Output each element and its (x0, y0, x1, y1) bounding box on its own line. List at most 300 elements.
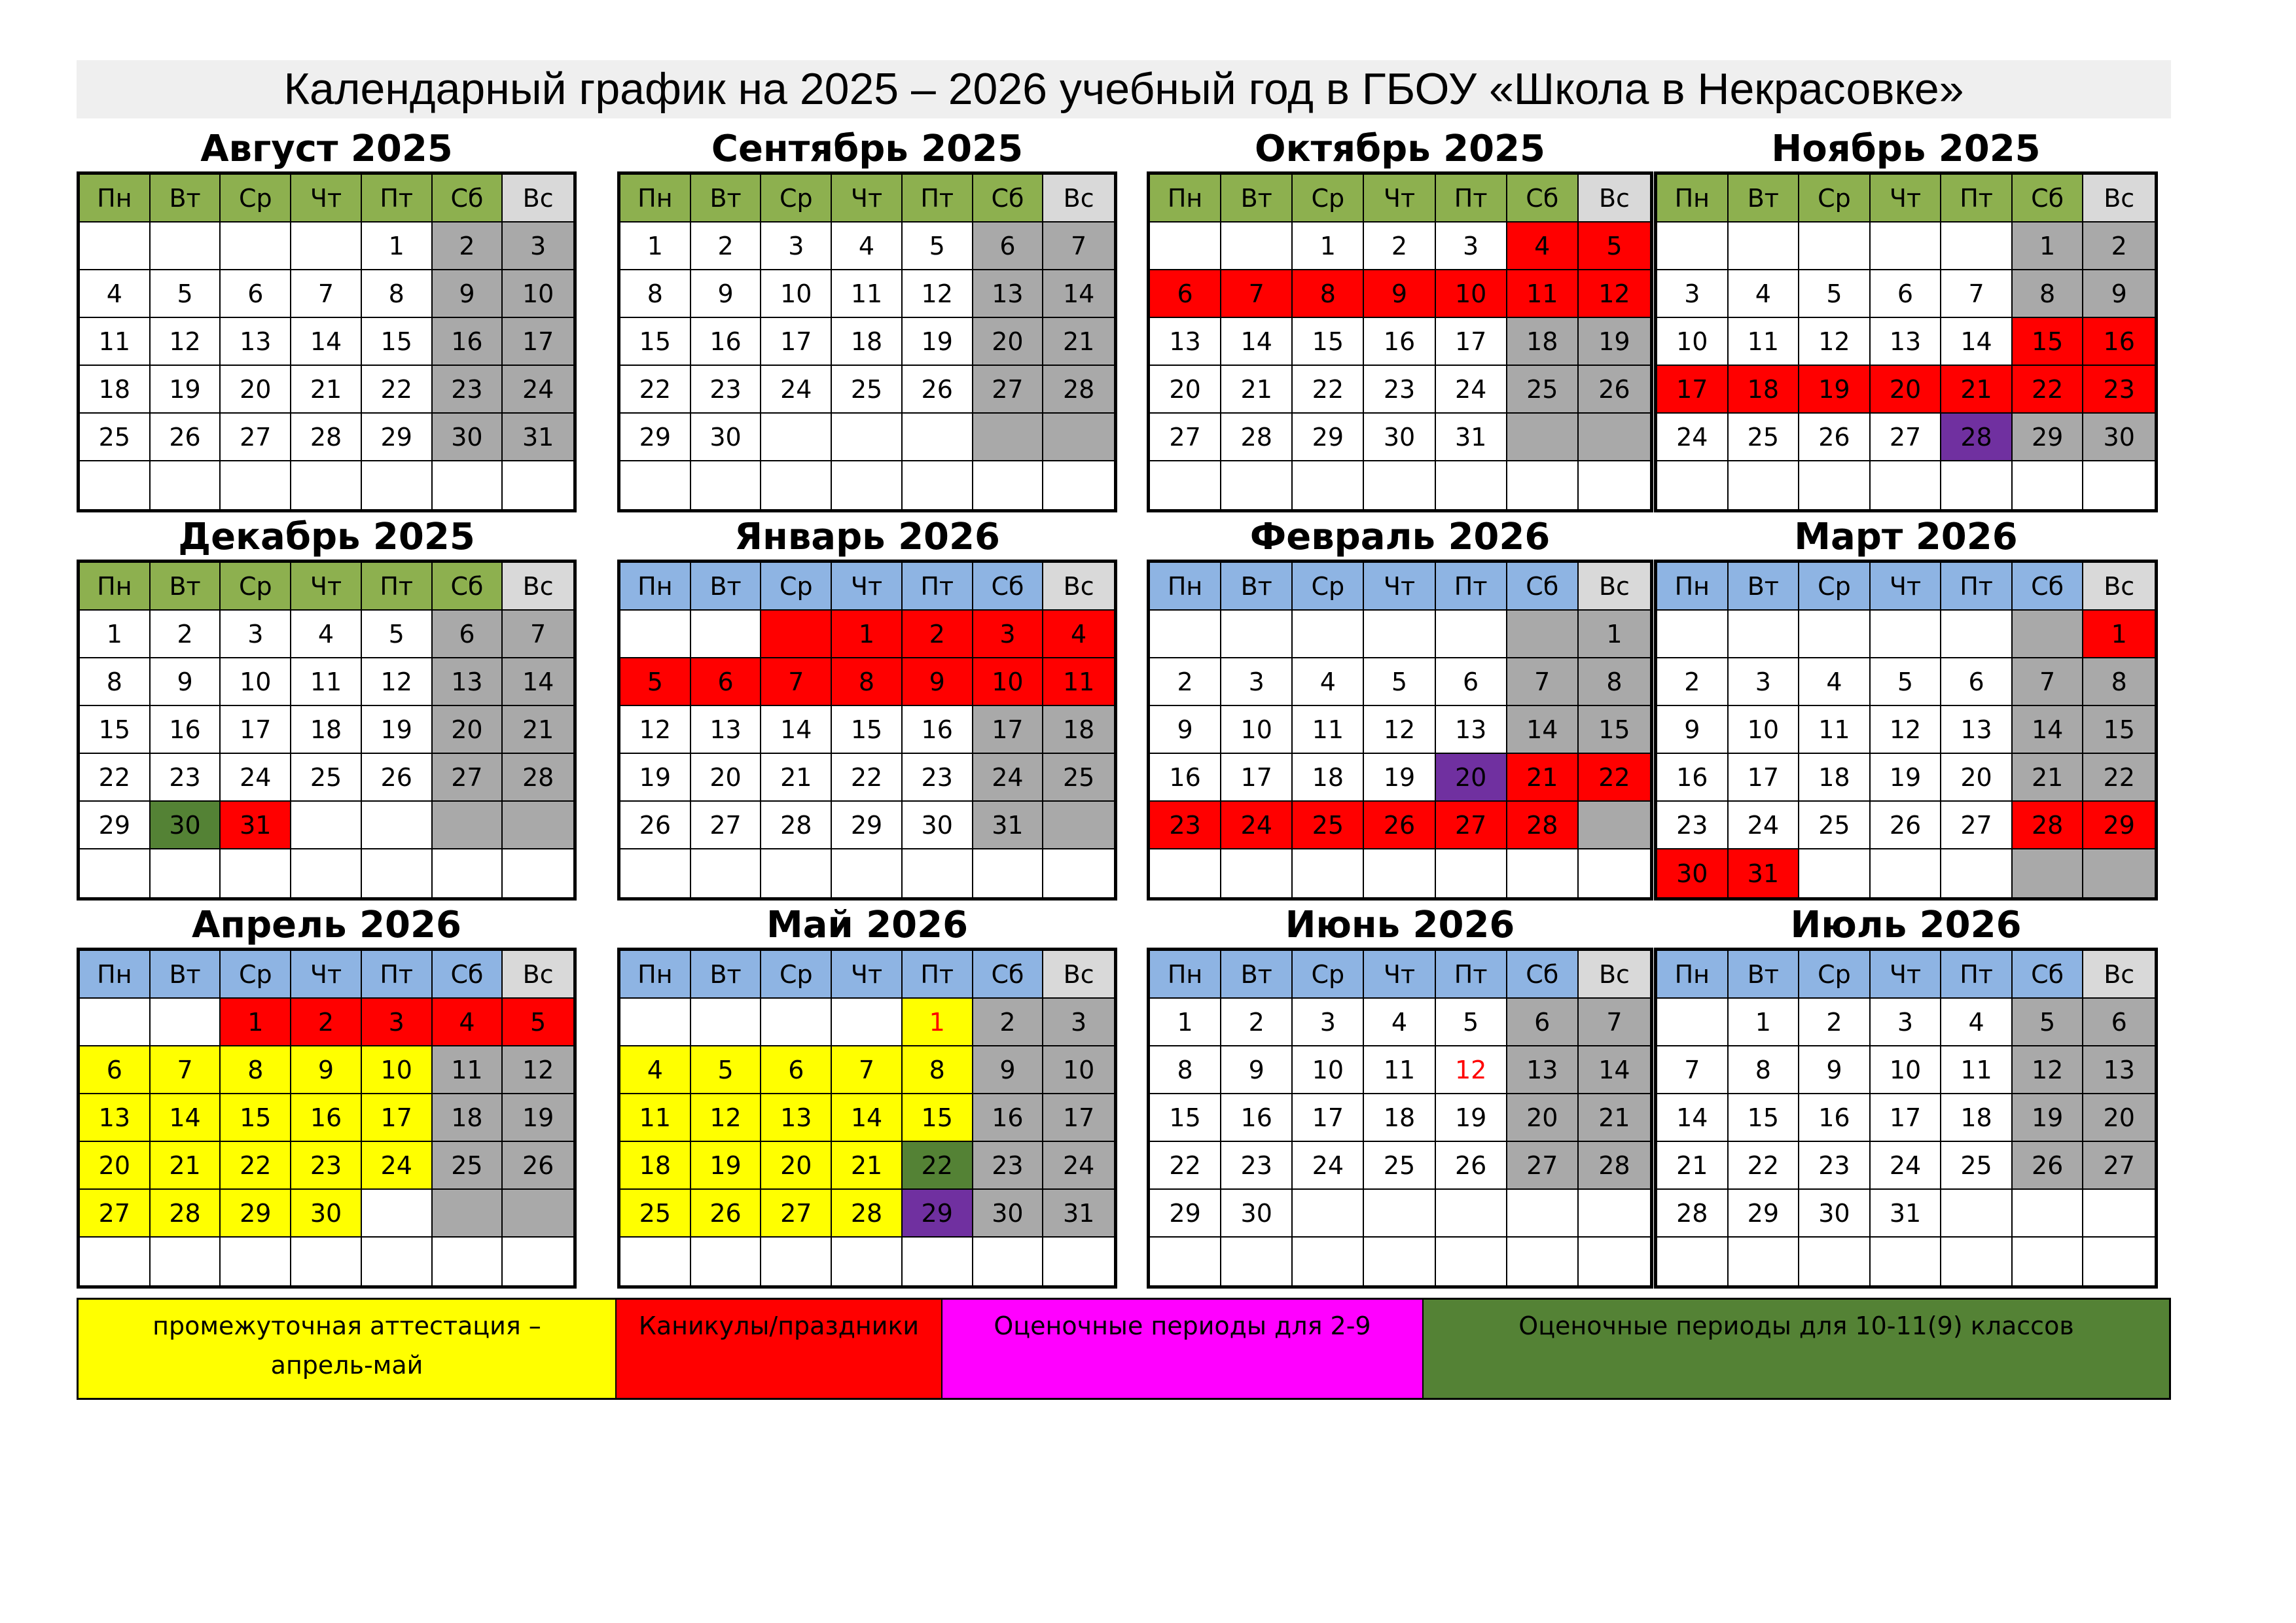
day-cell (151, 223, 221, 270)
weekday-header: Чт (1871, 951, 1942, 999)
weekday-header: Чт (1871, 563, 1942, 611)
day-cell: 14 (151, 1094, 221, 1142)
day-cell: 9 (1657, 706, 1729, 754)
day-cell: 27 (691, 802, 762, 849)
day-cell: 16 (1150, 754, 1221, 802)
month-title: Сентябрь 2025 (711, 128, 1024, 170)
day-cell: 19 (1364, 754, 1435, 802)
month-title: Октябрь 2025 (1255, 128, 1545, 170)
month-grid (1147, 560, 1653, 901)
weekday-header: Пн (620, 951, 691, 999)
day-cell (291, 802, 362, 849)
weekday-header: Вс (503, 175, 573, 223)
day-cell: 18 (1043, 706, 1114, 754)
day-cell: 21 (761, 754, 832, 802)
day-cell (1043, 461, 1114, 509)
day-cell (1364, 849, 1435, 897)
day-cell: 5 (620, 658, 691, 706)
day-cell (1579, 1190, 1650, 1238)
day-cell: 22 (1579, 754, 1650, 802)
day-cell (1941, 611, 2013, 658)
day-cell: 21 (1657, 1142, 1729, 1190)
day-cell (1364, 1238, 1435, 1285)
month-grid (1147, 171, 1653, 512)
day-cell: 29 (2013, 414, 2084, 461)
weekday-header: Вс (2083, 175, 2155, 223)
legend-label: Оценочные периоды для 10-11(9) классов (1518, 1311, 2074, 1340)
day-cell: 15 (2083, 706, 2155, 754)
day-cell: 13 (221, 318, 291, 366)
month-grid (617, 171, 1117, 512)
day-cell (620, 999, 691, 1046)
day-cell: 6 (761, 1046, 832, 1094)
day-cell: 15 (362, 318, 433, 366)
day-cell: 29 (221, 1190, 291, 1238)
day-cell: 26 (1579, 366, 1650, 414)
day-cell: 28 (1657, 1190, 1729, 1238)
day-cell: 3 (362, 999, 433, 1046)
day-cell: 25 (1364, 1142, 1435, 1190)
day-cell: 6 (1436, 658, 1507, 706)
day-cell: 27 (1871, 414, 1942, 461)
day-cell: 7 (832, 1046, 903, 1094)
day-cell: 24 (1043, 1142, 1114, 1190)
day-cell (1507, 849, 1579, 897)
day-cell: 11 (1364, 1046, 1435, 1094)
day-cell: 31 (221, 802, 291, 849)
day-cell: 7 (2013, 658, 2084, 706)
weekday-header: Сб (2013, 563, 2084, 611)
day-cell (362, 461, 433, 509)
day-cell: 12 (503, 1046, 573, 1094)
day-cell (1043, 1238, 1114, 1285)
day-cell (433, 1190, 503, 1238)
weekday-header: Вт (151, 175, 221, 223)
day-cell: 14 (2013, 706, 2084, 754)
day-cell: 12 (2013, 1046, 2084, 1094)
day-cell (691, 999, 762, 1046)
day-cell (691, 611, 762, 658)
day-cell: 10 (362, 1046, 433, 1094)
day-cell: 25 (1293, 802, 1364, 849)
day-cell: 27 (433, 754, 503, 802)
day-cell: 7 (291, 270, 362, 318)
day-cell: 7 (1657, 1046, 1729, 1094)
day-cell: 23 (1364, 366, 1435, 414)
day-cell: 2 (151, 611, 221, 658)
day-cell: 5 (1871, 658, 1942, 706)
day-cell: 8 (1729, 1046, 1800, 1094)
day-cell: 22 (1729, 1142, 1800, 1190)
day-cell: 10 (1436, 270, 1507, 318)
weekday-header: Пн (620, 175, 691, 223)
day-cell: 12 (1436, 1046, 1507, 1094)
day-cell: 5 (1436, 999, 1507, 1046)
day-cell: 31 (1871, 1190, 1942, 1238)
day-cell: 28 (1941, 414, 2013, 461)
weekday-header: Вс (503, 951, 573, 999)
day-cell: 23 (691, 366, 762, 414)
day-cell: 18 (1507, 318, 1579, 366)
day-cell: 13 (433, 658, 503, 706)
month-grid (77, 171, 577, 512)
day-cell (1941, 461, 2013, 509)
day-cell: 11 (1941, 1046, 2013, 1094)
day-cell: 26 (620, 802, 691, 849)
day-cell: 22 (1293, 366, 1364, 414)
day-cell: 6 (1871, 270, 1942, 318)
month-calendar (1147, 514, 1653, 901)
day-cell: 6 (2083, 999, 2155, 1046)
day-cell: 7 (1221, 270, 1293, 318)
weekday-header: Чт (832, 563, 903, 611)
day-cell: 18 (1729, 366, 1800, 414)
day-cell (1436, 1238, 1507, 1285)
day-cell: 5 (1799, 270, 1871, 318)
day-cell: 30 (151, 802, 221, 849)
weekday-header: Пт (362, 951, 433, 999)
day-cell: 8 (80, 658, 151, 706)
weekday-header: Пт (903, 951, 973, 999)
day-cell: 11 (1043, 658, 1114, 706)
day-cell: 14 (1657, 1094, 1729, 1142)
day-cell: 25 (1507, 366, 1579, 414)
day-cell (1579, 802, 1650, 849)
weekday-header: Чт (291, 563, 362, 611)
day-cell: 28 (1221, 414, 1293, 461)
weekday-header: Ср (1293, 563, 1364, 611)
day-cell (291, 1238, 362, 1285)
day-cell: 28 (1579, 1142, 1650, 1190)
day-cell: 30 (2083, 414, 2155, 461)
day-cell (1871, 1238, 1942, 1285)
weekday-header: Вс (1043, 175, 1114, 223)
day-cell: 2 (1364, 223, 1435, 270)
day-cell (973, 461, 1044, 509)
day-cell: 13 (2083, 1046, 2155, 1094)
day-cell: 1 (2013, 223, 2084, 270)
day-cell: 18 (1799, 754, 1871, 802)
day-cell: 11 (80, 318, 151, 366)
weekday-header: Сб (973, 951, 1044, 999)
month-grid (617, 948, 1117, 1289)
day-cell: 22 (80, 754, 151, 802)
weekday-header: Пт (1436, 175, 1507, 223)
day-cell: 31 (973, 802, 1044, 849)
day-cell: 10 (973, 658, 1044, 706)
weekday-header: Ср (761, 563, 832, 611)
day-cell: 8 (2013, 270, 2084, 318)
day-cell: 1 (1293, 223, 1364, 270)
day-cell (503, 849, 573, 897)
weekday-header: Вт (1729, 563, 1800, 611)
day-cell: 30 (1657, 849, 1729, 897)
weekday-header: Сб (973, 563, 1044, 611)
weekday-header: Вс (2083, 563, 2155, 611)
weekday-header: Вт (1221, 563, 1293, 611)
day-cell: 26 (503, 1142, 573, 1190)
day-cell: 6 (1150, 270, 1221, 318)
day-cell: 2 (2083, 223, 2155, 270)
day-cell (1436, 461, 1507, 509)
day-cell: 29 (903, 1190, 973, 1238)
day-cell (1507, 414, 1579, 461)
day-cell: 20 (1507, 1094, 1579, 1142)
day-cell: 21 (1043, 318, 1114, 366)
day-cell: 19 (1871, 754, 1942, 802)
weekday-header: Вт (151, 951, 221, 999)
day-cell (1221, 1238, 1293, 1285)
day-cell: 20 (221, 366, 291, 414)
day-cell (903, 461, 973, 509)
month-grid (1654, 948, 2158, 1289)
day-cell: 27 (973, 366, 1044, 414)
day-cell: 26 (1364, 802, 1435, 849)
day-cell: 16 (151, 706, 221, 754)
day-cell (2083, 849, 2155, 897)
day-cell: 17 (1221, 754, 1293, 802)
day-cell: 26 (903, 366, 973, 414)
day-cell: 2 (1799, 999, 1871, 1046)
day-cell: 28 (832, 1190, 903, 1238)
weekday-header: Вт (691, 951, 762, 999)
day-cell: 7 (151, 1046, 221, 1094)
weekday-header: Вс (2083, 951, 2155, 999)
day-cell: 12 (1579, 270, 1650, 318)
month-title: Декабрь 2025 (178, 516, 475, 558)
day-cell: 23 (291, 1142, 362, 1190)
month-title: Февраль 2026 (1249, 516, 1551, 558)
day-cell: 28 (291, 414, 362, 461)
day-cell: 3 (1729, 658, 1800, 706)
weekday-header: Вс (1579, 175, 1650, 223)
day-cell: 17 (1657, 366, 1729, 414)
day-cell (1221, 461, 1293, 509)
day-cell (1941, 849, 2013, 897)
day-cell: 11 (1799, 706, 1871, 754)
day-cell: 14 (1043, 270, 1114, 318)
day-cell: 7 (761, 658, 832, 706)
day-cell: 21 (832, 1142, 903, 1190)
day-cell: 29 (80, 802, 151, 849)
day-cell: 12 (691, 1094, 762, 1142)
day-cell: 3 (1871, 999, 1942, 1046)
day-cell (2013, 1190, 2084, 1238)
day-cell: 12 (1364, 706, 1435, 754)
day-cell (832, 849, 903, 897)
day-cell: 22 (1150, 1142, 1221, 1190)
day-cell: 10 (1657, 318, 1729, 366)
day-cell: 31 (1436, 414, 1507, 461)
day-cell (1150, 223, 1221, 270)
day-cell (503, 1238, 573, 1285)
day-cell: 10 (503, 270, 573, 318)
day-cell (1364, 1190, 1435, 1238)
day-cell: 23 (1799, 1142, 1871, 1190)
day-cell: 19 (903, 318, 973, 366)
day-cell: 23 (973, 1142, 1044, 1190)
month-calendar (1654, 514, 2158, 901)
day-cell: 14 (291, 318, 362, 366)
day-cell (291, 223, 362, 270)
day-cell: 15 (903, 1094, 973, 1142)
day-cell: 4 (1293, 658, 1364, 706)
day-cell (691, 1238, 762, 1285)
day-cell: 1 (1579, 611, 1650, 658)
day-cell: 27 (1941, 802, 2013, 849)
weekday-header: Пн (1657, 563, 1729, 611)
weekday-header: Ср (1293, 175, 1364, 223)
day-cell (1657, 611, 1729, 658)
day-cell: 17 (761, 318, 832, 366)
legend-item-holidays (617, 1300, 942, 1398)
day-cell: 23 (433, 366, 503, 414)
day-cell: 24 (503, 366, 573, 414)
day-cell: 28 (1507, 802, 1579, 849)
day-cell (2013, 611, 2084, 658)
day-cell (832, 414, 903, 461)
day-cell: 25 (1941, 1142, 2013, 1190)
day-cell (1221, 849, 1293, 897)
day-cell (80, 999, 151, 1046)
day-cell (1729, 1238, 1800, 1285)
weekday-header: Пт (903, 563, 973, 611)
day-cell (1043, 849, 1114, 897)
day-cell (691, 461, 762, 509)
day-cell: 16 (1799, 1094, 1871, 1142)
weekday-header: Чт (832, 951, 903, 999)
day-cell (903, 1238, 973, 1285)
legend-label: Оценочные периоды для 2-9 (994, 1311, 1371, 1340)
weekday-header: Пн (1657, 175, 1729, 223)
day-cell (503, 1190, 573, 1238)
day-cell: 18 (291, 706, 362, 754)
day-cell: 2 (1150, 658, 1221, 706)
day-cell: 17 (973, 706, 1044, 754)
day-cell: 17 (1436, 318, 1507, 366)
day-cell: 1 (1150, 999, 1221, 1046)
day-cell: 16 (1221, 1094, 1293, 1142)
legend (77, 1298, 2171, 1400)
month-title: Ноябрь 2025 (1771, 128, 2041, 170)
day-cell: 4 (1799, 658, 1871, 706)
day-cell: 15 (1579, 706, 1650, 754)
day-cell: 5 (2013, 999, 2084, 1046)
month-calendar (77, 514, 577, 901)
day-cell (1941, 1238, 2013, 1285)
month-grid (77, 560, 577, 901)
legend-item-assessment-2-9 (942, 1300, 1424, 1398)
day-cell: 22 (2083, 754, 2155, 802)
day-cell: 8 (221, 1046, 291, 1094)
day-cell: 3 (1657, 270, 1729, 318)
day-cell: 17 (1293, 1094, 1364, 1142)
day-cell: 28 (761, 802, 832, 849)
day-cell: 4 (1043, 611, 1114, 658)
day-cell: 15 (620, 318, 691, 366)
day-cell: 7 (503, 611, 573, 658)
weekday-header: Пт (362, 563, 433, 611)
day-cell: 7 (1579, 999, 1650, 1046)
day-cell: 16 (291, 1094, 362, 1142)
day-cell: 8 (362, 270, 433, 318)
day-cell: 24 (761, 366, 832, 414)
day-cell: 17 (1043, 1094, 1114, 1142)
day-cell: 13 (973, 270, 1044, 318)
weekday-header: Сб (433, 951, 503, 999)
day-cell: 24 (1221, 802, 1293, 849)
day-cell: 30 (433, 414, 503, 461)
day-cell: 1 (80, 611, 151, 658)
weekday-header: Вс (1579, 563, 1650, 611)
weekday-header: Ср (1799, 175, 1871, 223)
day-cell (1507, 1190, 1579, 1238)
day-cell (503, 802, 573, 849)
day-cell: 27 (1436, 802, 1507, 849)
day-cell: 22 (221, 1142, 291, 1190)
day-cell: 31 (1043, 1190, 1114, 1238)
day-cell: 16 (433, 318, 503, 366)
day-cell (1657, 461, 1729, 509)
day-cell (1729, 611, 1800, 658)
weekday-header: Чт (832, 175, 903, 223)
day-cell (80, 461, 151, 509)
month-title: Январь 2026 (734, 516, 1000, 558)
day-cell: 21 (1579, 1094, 1650, 1142)
month-grid (617, 560, 1117, 901)
weekday-header: Пн (1150, 563, 1221, 611)
day-cell: 13 (1436, 706, 1507, 754)
day-cell: 7 (1043, 223, 1114, 270)
weekday-header: Пт (1436, 563, 1507, 611)
day-cell: 6 (1507, 999, 1579, 1046)
day-cell (1293, 849, 1364, 897)
day-cell: 25 (80, 414, 151, 461)
day-cell: 9 (1221, 1046, 1293, 1094)
day-cell (1579, 414, 1650, 461)
day-cell: 17 (221, 706, 291, 754)
day-cell (362, 802, 433, 849)
day-cell: 15 (1150, 1094, 1221, 1142)
day-cell (1941, 223, 2013, 270)
day-cell (433, 849, 503, 897)
day-cell: 21 (2013, 754, 2084, 802)
day-cell (1799, 849, 1871, 897)
day-cell (761, 1238, 832, 1285)
day-cell (1436, 1190, 1507, 1238)
day-cell (2083, 1238, 2155, 1285)
day-cell: 5 (151, 270, 221, 318)
day-cell (151, 849, 221, 897)
day-cell: 30 (1221, 1190, 1293, 1238)
weekday-header: Пн (1150, 175, 1221, 223)
day-cell: 9 (691, 270, 762, 318)
month-grid (1654, 560, 2158, 901)
day-cell: 30 (973, 1190, 1044, 1238)
day-cell: 13 (761, 1094, 832, 1142)
day-cell (1150, 461, 1221, 509)
day-cell: 30 (291, 1190, 362, 1238)
day-cell (1729, 223, 1800, 270)
month-title: Июль 2026 (1790, 904, 2022, 946)
weekday-header: Вс (1579, 951, 1650, 999)
day-cell (433, 802, 503, 849)
month-calendar (1654, 126, 2158, 512)
day-cell: 11 (1507, 270, 1579, 318)
day-cell (620, 461, 691, 509)
day-cell (1043, 414, 1114, 461)
day-cell: 13 (1871, 318, 1942, 366)
